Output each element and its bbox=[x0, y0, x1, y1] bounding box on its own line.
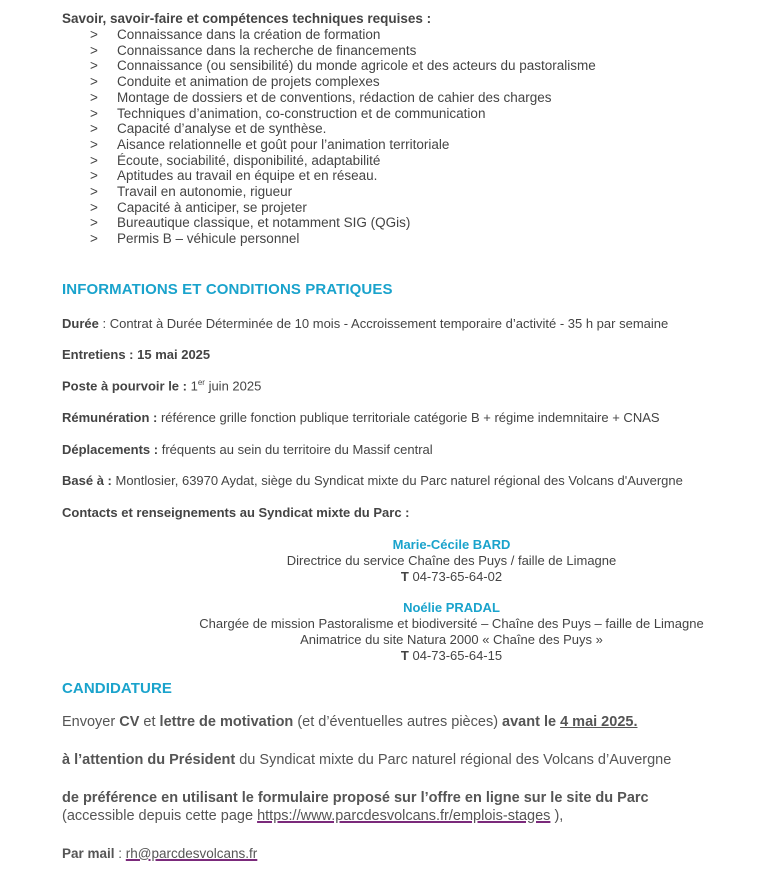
duree-line bbox=[62, 316, 668, 331]
cv-label: CV bbox=[119, 714, 140, 730]
phone-number: 04-73-65-64-02 bbox=[408, 569, 503, 584]
duree-value: : Contrat à Durée Déterminée de 10 mois - Accroissement temporaire d’activité - 35 h par semaine bbox=[98, 316, 669, 331]
skill-item bbox=[90, 200, 596, 216]
duree-label: Durée bbox=[62, 316, 99, 331]
info-heading: INFORMATIONS ET CONDITIONS PRATIQUES bbox=[62, 281, 393, 298]
skill-text: Connaissance dans la création de formation bbox=[117, 27, 381, 42]
contact-role: Chargée de mission Pastoralisme et biodiversité – Chaîne des Puys – faille de Limagne bbox=[199, 616, 704, 631]
remuneration-value: référence grille fonction publique territoriale catégorie B + régime indemnitaire + CNAS bbox=[157, 410, 660, 425]
text: du Syndicat mixte du Parc naturel régional des Volcans d’Auvergne bbox=[235, 752, 672, 768]
text: (et d’éventuelles autres pièces) bbox=[293, 714, 503, 730]
bullet-icon: > bbox=[90, 136, 98, 152]
skill-text: Connaissance (ou sensibilité) du monde agricole et des acteurs du pastoralisme bbox=[117, 58, 596, 74]
text: : bbox=[114, 846, 126, 861]
candidature-line-1 bbox=[62, 714, 637, 730]
skill-text: Capacité à anticiper, se projeter bbox=[117, 199, 307, 215]
skill-text: Aptitudes au travail en équipe et en réseau. bbox=[117, 168, 378, 184]
poste-day: 1 bbox=[186, 378, 198, 394]
skills-list bbox=[90, 27, 596, 247]
bullet-icon: > bbox=[90, 27, 98, 42]
candidature-line-3 bbox=[62, 790, 649, 806]
contact-role: Directrice du service Chaîne des Puys / faille de Limagne bbox=[286, 553, 617, 568]
base-label: Basé à : bbox=[62, 473, 112, 488]
skill-item bbox=[90, 121, 596, 137]
bullet-icon: > bbox=[90, 121, 98, 137]
skill-text: Capacité d’analyse et de synthèse. bbox=[117, 121, 327, 137]
mail-link[interactable]: rh@parcdesvolcans.fr bbox=[125, 846, 258, 861]
bullet-icon: > bbox=[90, 42, 98, 58]
skill-item bbox=[90, 215, 596, 231]
text: ), bbox=[550, 808, 564, 824]
mail-label: Par mail bbox=[62, 846, 115, 861]
bullet-icon: > bbox=[90, 105, 98, 121]
skill-text: Montage de dossiers et de conventions, rédaction de cahier des charges bbox=[117, 89, 552, 105]
skill-item bbox=[90, 27, 596, 43]
candidature-heading: CANDIDATURE bbox=[62, 680, 172, 697]
remuneration-line bbox=[62, 410, 660, 425]
deadline-date: 4 mai 2025. bbox=[560, 714, 638, 730]
bullet-icon: > bbox=[90, 89, 98, 105]
base-value: Montlosier, 63970 Aydat, siège du Syndicat mixte du Parc naturel régional des Volcans d'Auvergne bbox=[111, 473, 683, 488]
bullet-icon: > bbox=[90, 184, 98, 200]
contact-name: Marie-Cécile BARD bbox=[392, 537, 511, 552]
bullet-icon: > bbox=[90, 58, 98, 74]
deadline-prefix: avant le bbox=[502, 714, 561, 730]
skill-text: Connaissance dans la recherche de financements bbox=[117, 42, 417, 58]
deplacements-value: fréquents au sein du territoire du Massif central bbox=[158, 442, 433, 457]
entretiens-line bbox=[62, 347, 210, 362]
skills-title: Savoir, savoir-faire et compétences techniques requises : bbox=[62, 11, 432, 26]
skill-item bbox=[90, 58, 596, 74]
contact-phone bbox=[0, 569, 783, 585]
text: et bbox=[139, 714, 160, 730]
skill-item bbox=[90, 153, 596, 169]
phone-prefix: T bbox=[400, 569, 409, 584]
skill-item bbox=[90, 90, 596, 106]
skill-item bbox=[90, 168, 596, 184]
poste-line bbox=[62, 378, 261, 393]
bullet-icon: > bbox=[90, 152, 98, 168]
lettre-label: lettre de motivation bbox=[159, 714, 294, 730]
poste-label: Poste à pourvoir le : bbox=[62, 378, 187, 394]
skill-text: Écoute, sociabilité, disponibilité, adaptabilité bbox=[117, 152, 381, 168]
mail-line bbox=[62, 846, 257, 861]
skill-text: Bureautique classique, et notamment SIG (QGis) bbox=[117, 215, 411, 231]
contact-card-2 bbox=[0, 600, 783, 664]
skill-item bbox=[90, 74, 596, 90]
deplacements-line bbox=[62, 442, 433, 457]
phone-number: 04-73-65-64-15 bbox=[408, 648, 503, 663]
contacts-line bbox=[62, 505, 410, 520]
phone-prefix: T bbox=[400, 648, 409, 663]
bullet-icon: > bbox=[90, 215, 98, 231]
text: (accessible depuis cette page bbox=[62, 808, 258, 824]
bullet-icon: > bbox=[90, 231, 98, 247]
skill-text: Conduite et animation de projets complexes bbox=[117, 74, 380, 90]
remuneration-label: Rémunération : bbox=[62, 410, 158, 425]
poste-sup: er bbox=[197, 378, 205, 387]
bullet-icon: > bbox=[90, 199, 98, 215]
skill-item bbox=[90, 137, 596, 153]
contact-name: Noélie PRADAL bbox=[403, 600, 500, 615]
contact-role-2: Animatrice du site Natura 2000 « Chaîne des Puys » bbox=[300, 632, 603, 647]
skill-text: Aisance relationnelle et goût pour l’animation territoriale bbox=[117, 136, 450, 152]
contact-phone bbox=[0, 648, 783, 664]
poste-rest: juin 2025 bbox=[204, 378, 262, 394]
text: Envoyer bbox=[62, 714, 120, 730]
skill-item bbox=[90, 106, 596, 122]
entretiens-label: Entretiens : 15 mai 2025 bbox=[62, 347, 211, 362]
deplacements-label: Déplacements : bbox=[62, 442, 159, 457]
skill-text: Travail en autonomie, rigueur bbox=[117, 184, 293, 200]
candidature-line-4 bbox=[62, 808, 563, 824]
skill-item bbox=[90, 231, 596, 247]
contact-card-1 bbox=[0, 537, 783, 585]
emplois-link[interactable]: https://www.parcdesvolcans.fr/emplois-stages bbox=[257, 808, 551, 824]
base-line bbox=[62, 473, 683, 488]
skill-text: Techniques d’animation, co-construction et de communication bbox=[117, 105, 486, 121]
skill-item bbox=[90, 43, 596, 59]
candidature-line-2 bbox=[62, 752, 671, 768]
preference-text: de préférence en utilisant le formulaire proposé sur l’offre en ligne sur le site du Parc bbox=[62, 790, 649, 806]
skill-text: Permis B – véhicule personnel bbox=[117, 231, 300, 247]
attention-label: à l’attention du Président bbox=[62, 752, 236, 768]
contacts-label: Contacts et renseignements au Syndicat mixte du Parc : bbox=[62, 505, 410, 520]
skill-item bbox=[90, 184, 596, 200]
bullet-icon: > bbox=[90, 168, 98, 184]
bullet-icon: > bbox=[90, 74, 98, 90]
